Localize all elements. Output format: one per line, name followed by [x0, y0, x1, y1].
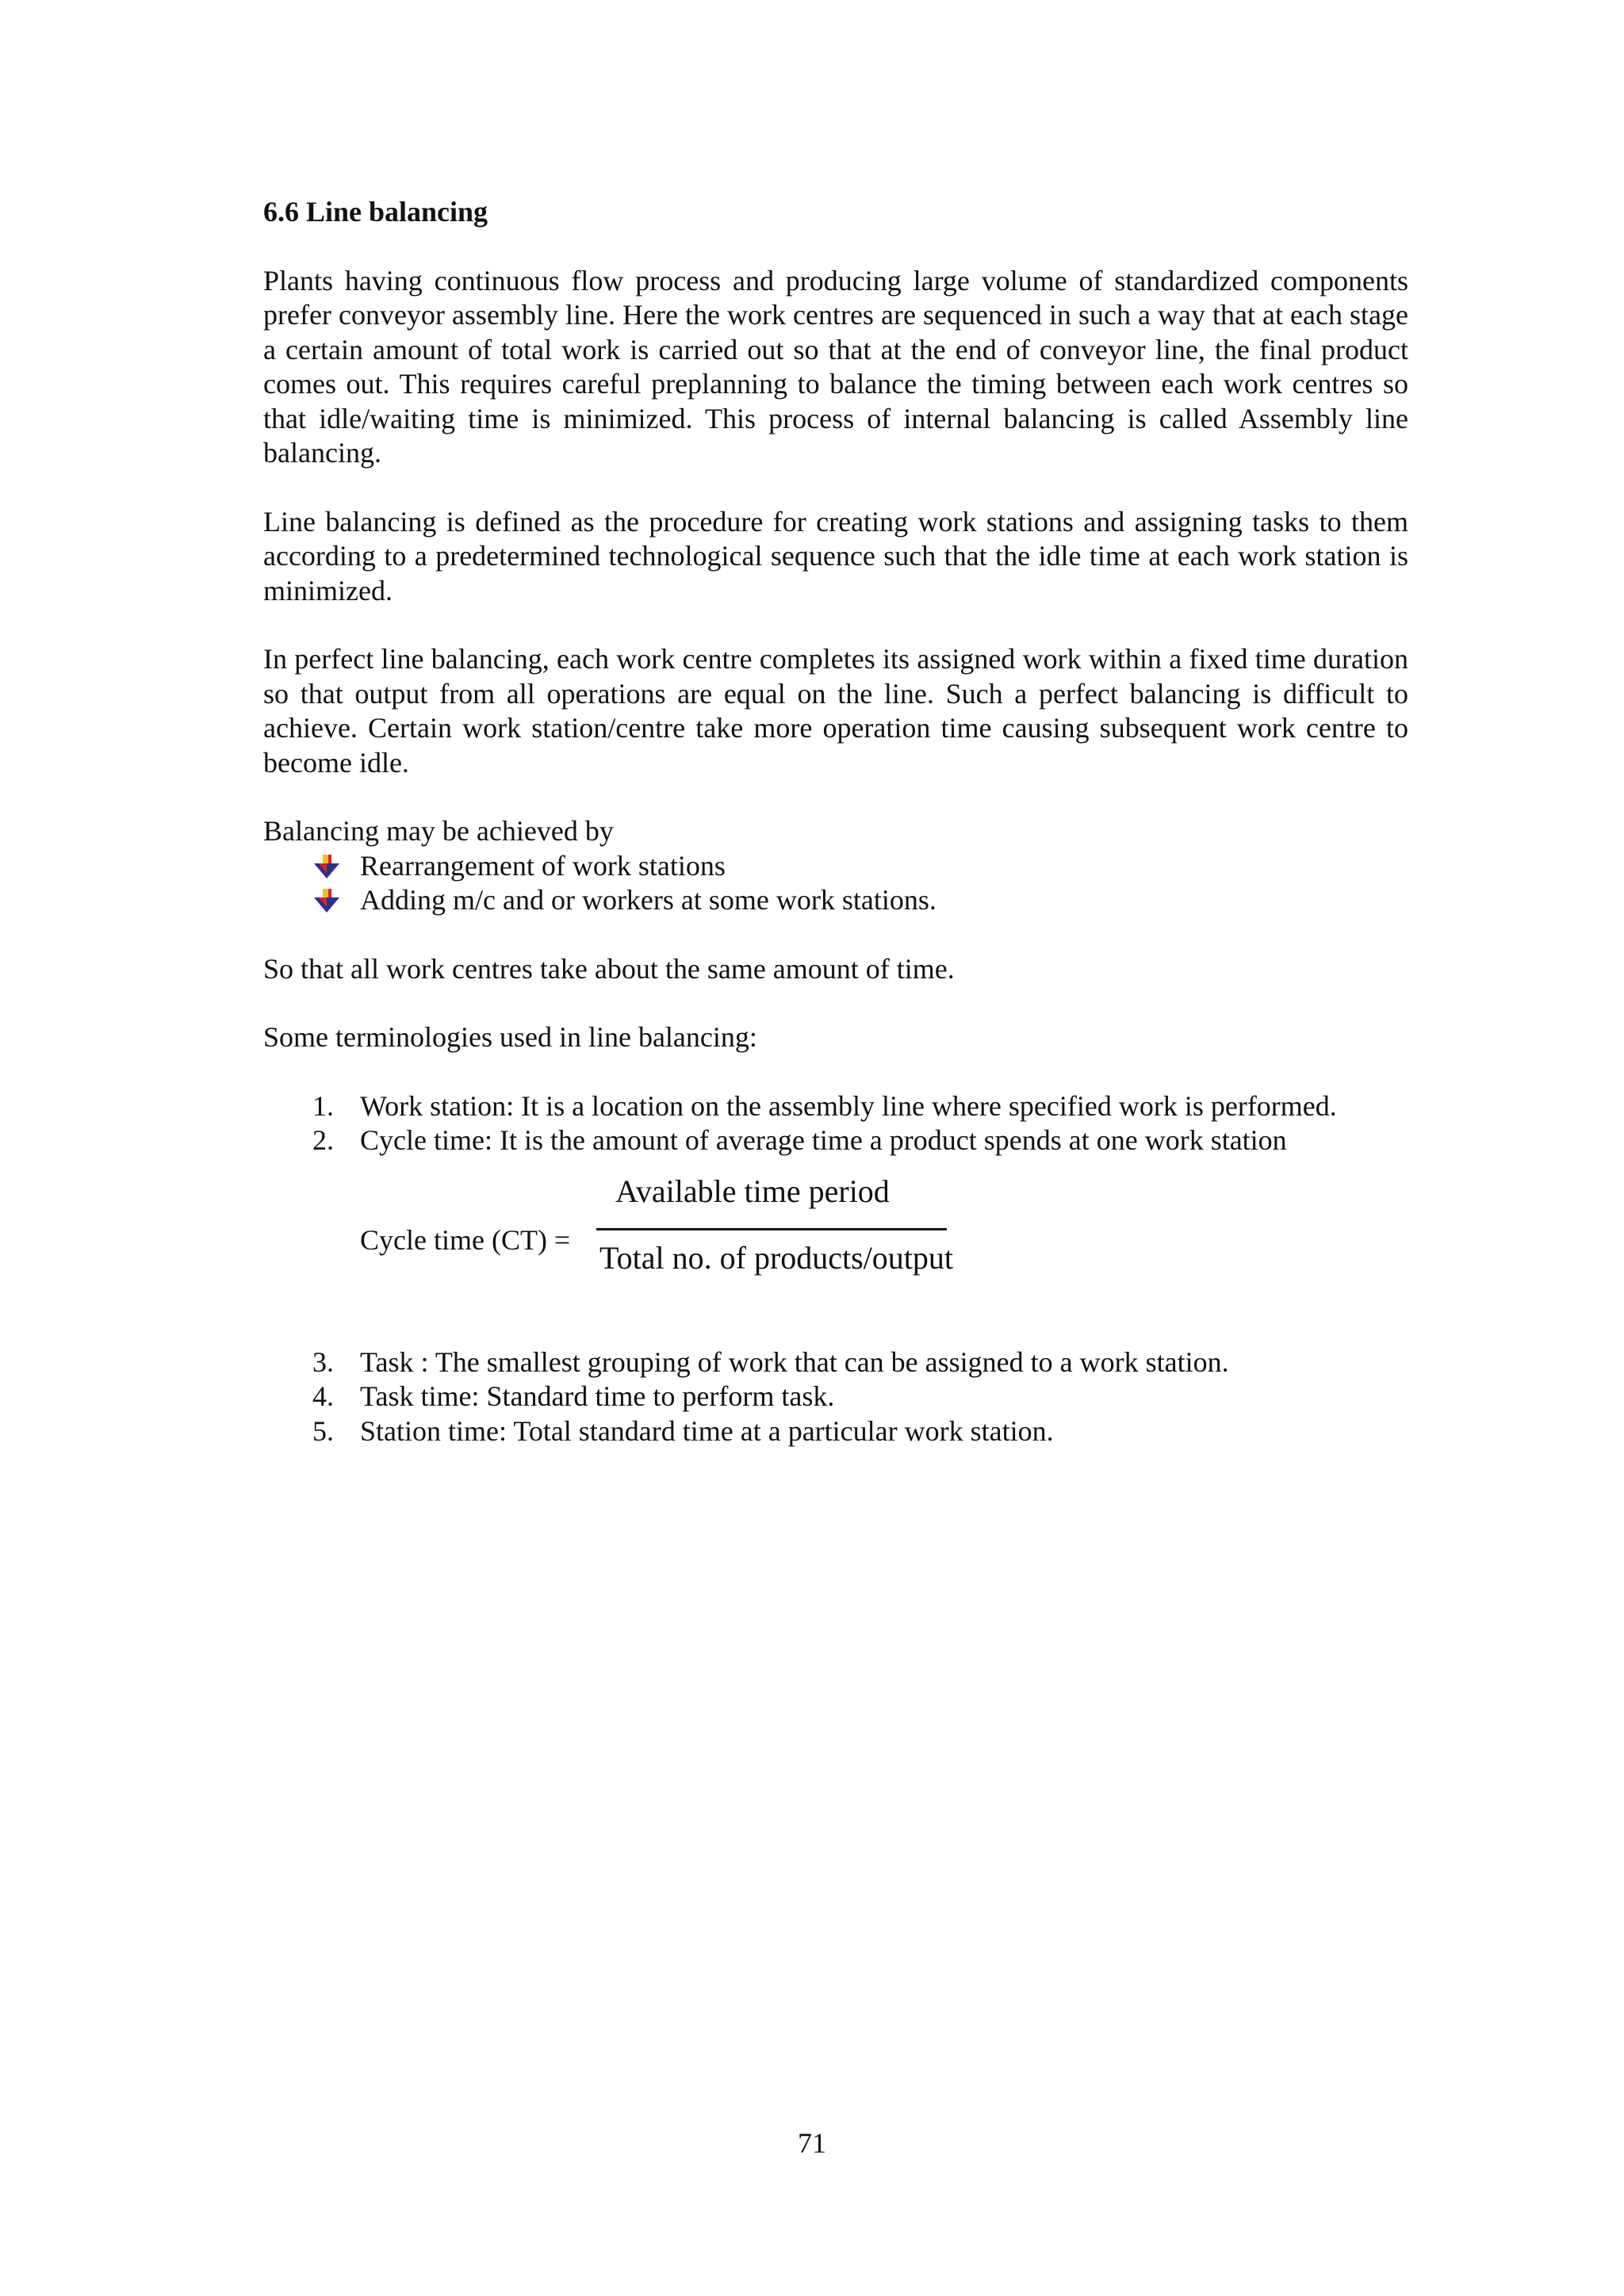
page-number: 71: [798, 2127, 826, 2159]
terminology-intro: Some terminologies used in line balancing:: [263, 1021, 757, 1053]
list-item: [312, 883, 1408, 918]
list-item: [263, 1089, 1408, 1124]
term-text: Task : The smallest grouping of work that can be assigned to a work station.: [360, 1345, 1229, 1378]
list-number: 2.: [312, 1124, 334, 1156]
balancing-bullet-list: [263, 849, 1408, 918]
paragraph-line-balancing-definition: Line balancing is defined as the procedure for creating work stations and assigning tasks to them according to a predetermined technological sequence such that the idle time at each work station is minimized.: [263, 505, 1408, 607]
term-text: Work station: It is a location on the assembly line where specified work is performed.: [360, 1089, 1337, 1122]
list-item: [263, 1123, 1408, 1158]
list-number: 1.: [312, 1089, 334, 1122]
down-arrow-bullet-icon: [312, 854, 341, 879]
page-content: [263, 195, 1408, 1448]
terminology-list-continued: [263, 1345, 1408, 1449]
terminology-list: [263, 1089, 1408, 1158]
list-item: [312, 849, 1408, 884]
list-number: 4.: [312, 1380, 334, 1412]
list-item: [263, 1414, 1408, 1449]
section-heading: 6.6 Line balancing: [263, 196, 488, 228]
term-text: Station time: Total standard time at a particular work station.: [360, 1414, 1054, 1447]
paragraph-perfect-balancing: In perfect line balancing, each work centre completes its assigned work within a fixed time duration so that output from all operations are equal on the line. Such a perfect balancing is difficult to achieve. Certain work station/centre take more operation time causing subsequent work centre to become idle.: [263, 643, 1408, 779]
list-number: 3.: [312, 1345, 334, 1378]
term-text: Task time: Standard time to perform task.: [360, 1380, 835, 1412]
formula-lhs: Cycle time (CT) =: [360, 1223, 571, 1256]
down-arrow-bullet-icon: [312, 888, 341, 913]
fraction-bar: [596, 1228, 947, 1230]
list-item: [263, 1380, 1408, 1414]
bullet-text: Adding m/c and or workers at some work stations.: [360, 884, 936, 916]
balancing-conclusion: So that all work centres take about the same amount of time.: [263, 952, 955, 985]
list-item: [263, 1345, 1408, 1380]
paragraph-assembly-line: Plants having continuous flow process and producing large volume of standardized components prefer conveyor assembly line. Here the work centres are sequenced in such a way that at each stage a certain amount of total work is carried out so that at the end of conveyor line, the final product comes out. This requires careful preplanning to balance the timing between each work centres so that idle/waiting time is minimized. This process of internal balancing is called Assembly line balancing.: [263, 264, 1408, 469]
term-text: Cycle time: It is the amount of average time a product spends at one work station: [360, 1124, 1287, 1156]
bullet-text: Rearrangement of work stations: [360, 849, 726, 882]
list-number: 5.: [312, 1414, 334, 1447]
formula-denominator: Total no. of products/output: [599, 1239, 954, 1276]
cycle-time-formula: [263, 1174, 1408, 1309]
balancing-intro: Balancing may be achieved by: [263, 815, 614, 847]
formula-numerator: Available time period: [615, 1173, 890, 1209]
